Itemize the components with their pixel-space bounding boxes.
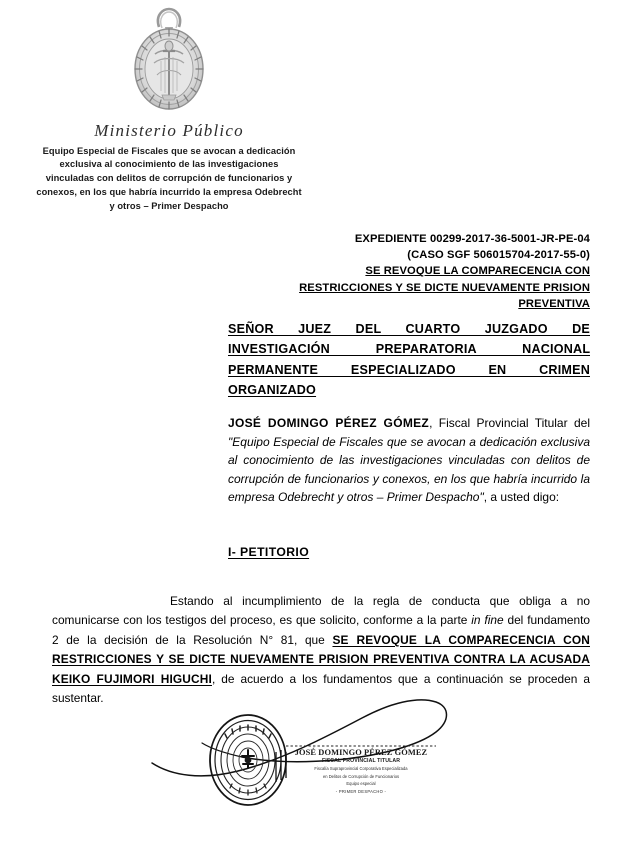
body-text-part-3: , de acuerdo a los fundamentos que a continuación se proceden a sustentar. — [52, 671, 590, 705]
addressee-line-2: INVESTIGACIÓN PREPARATORIA NACIONAL — [228, 342, 590, 357]
stamp-office-line-2: en Delitos de Corrupción de Funcionarios — [322, 773, 400, 779]
quote-open: " — [228, 434, 233, 449]
expediente-header-block — [238, 231, 590, 312]
stamp-fiscal-role: FISCAL PROVINCIAL TITULAR — [321, 758, 401, 765]
signature-and-seal-graphic — [150, 690, 480, 820]
quote-close: " — [479, 490, 484, 505]
letterhead-description: Equipo Especial de Fiscales que se avocan a dedicación exclusiva al conocimiento de las investigaciones vinculadas con delitos de corrupción de funcionarios y conexos, en los que habría incurrido la empresa Odebrecht y otros – Primer Despacho — [36, 145, 302, 211]
ministerio-publico-medallion-icon — [121, 5, 217, 121]
letterhead — [30, 4, 308, 213]
subject-line-2: RESTRICCIONES Y SE DICTE NUEVAMENTE PRISION — [299, 281, 590, 294]
addressee-line-1: SEÑOR JUEZ DEL CUARTO JUZGADO DE — [228, 322, 590, 336]
subject-line-1: SE REVOQUE LA COMPARECENCIA CON — [365, 265, 590, 278]
addressee-line-3: PERMANENTE ESPECIALIZADO EN CRIMEN — [228, 362, 590, 377]
addressee-line-4: ORGANIZADO — [228, 383, 317, 398]
institution-name: Ministerio Público — [94, 121, 244, 140]
presentation-closing: , a usted digo: — [483, 490, 560, 505]
stamp-office-line-3: Equipo especial — [346, 780, 376, 786]
petition-request-emphasis: SE REVOQUE LA COMPARECENCIA CON RESTRICCIONES Y SE DICTE NUEVAMENTE PRISION PREVENTIVA CONTRA LA ACUSADA KEIKO FUJIMORI HIGUCHI — [52, 632, 590, 686]
body-text-part-2: del fundamento 2 de la decisión de la Resolución N° 81, que — [52, 613, 591, 647]
section-heading-petitorio: I- PETITORIO — [228, 545, 310, 559]
addressee-heading — [228, 319, 590, 401]
subject-line-3: PREVENTIVA — [518, 297, 590, 310]
signature-block — [150, 690, 480, 820]
stamp-despacho-line: - PRIMER DESPACHO - — [335, 789, 387, 795]
emblem-container — [30, 4, 308, 122]
body-text-part-1: Estando al incumplimiento de la regla de conducta que obliga a no comunicarse con los testigos del proceso, es que solicito, conforme a la parte — [52, 593, 590, 628]
caso-sgf-number: (CASO SGF 506015704-2017-55-0) — [407, 249, 590, 262]
fiscal-presentation-paragraph — [228, 414, 590, 507]
fiscal-name: JOSÉ DOMINGO PÉREZ GÓMEZ — [228, 416, 430, 430]
special-team-description: Equipo Especial de Fiscales que se avocan a dedicación exclusiva al conocimiento de las investigaciones vinculadas con delitos de corrupción de funcionarios y conexos, en los que habría incurrido la empresa Odebrecht y otros – Primer Despacho — [228, 434, 590, 505]
stamp-fiscal-name: JOSÉ DOMINGO PÉREZ GÓMEZ — [294, 748, 428, 757]
expediente-number: EXPEDIENTE 00299-2017-36-5001-JR-PE-04 — [354, 233, 590, 245]
stamp-office-line-1: Fiscalía Supraprovincial Corporativa Especializada — [314, 766, 408, 772]
handwritten-signature-flourish-icon — [152, 700, 447, 776]
official-round-seal-icon — [210, 715, 286, 805]
latin-term-in-fine: in fine — [471, 613, 504, 628]
fiscal-title-text: , Fiscal Provincial Titular del — [429, 416, 591, 430]
